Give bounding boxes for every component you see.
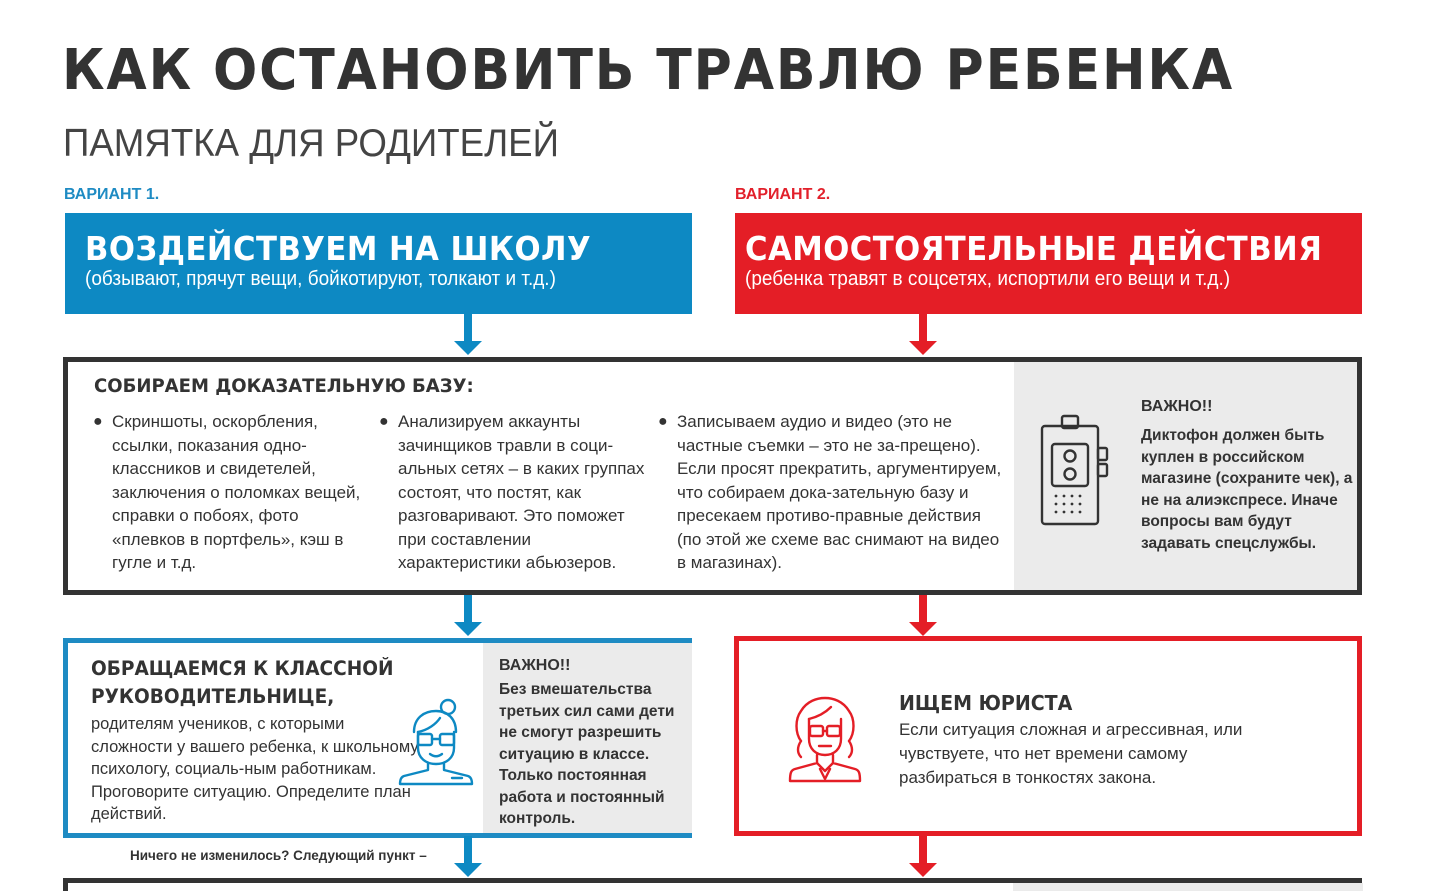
evidence-important-panel [1014,362,1357,590]
next-section-panel [1013,883,1363,891]
page-subtitle: ПАМЯТКА ДЛЯ РОДИТЕЛЕЙ [63,122,559,165]
variant-2-label: ВАРИАНТ 2. [735,186,831,203]
arrow-down-icon [453,836,483,878]
arrow-down-icon [908,836,938,878]
teacher-section [63,638,692,838]
important-text: Диктофон должен быть куплен в российском магазине (сохраните чек), а не на алиэкспресе. Иначе вопросы вам будут задавать спецслужбы. [1141,427,1353,552]
list-item [658,410,1007,575]
list-item [93,410,372,575]
evidence-bullet-1: Скриншоты, оскорбления, ссылки, показания одно-классников и свидетелей, заключения о поломках вещей, справки о побоях, фото «плевков в портфель», кэш в гугле и т.д. [112,412,361,572]
variant-1-label: ВАРИАНТ 1. [64,186,160,203]
arrow-down-icon [908,314,938,356]
variant-1-subtitle: (обзывают, прячут вещи, бойкотируют, толкают и т.д.) [85,268,556,290]
next-section [63,878,1362,891]
variant-2-subtitle: (ребенка травят в соцсетях, испортили его вещи и т.д.) [745,268,1231,290]
variant-1-banner [65,213,692,314]
arrow-down-icon [908,595,938,637]
list-item [379,410,648,575]
lawyer-section [734,636,1362,836]
evidence-section [63,357,1362,595]
teacher-text: родителям учеников, с которыми сложности у вашего ребенка, к школьному психологу, социаль-ным работникам. Проговорите ситуацию. Определите план действий. [91,715,419,824]
important-title: ВАЖНО!! [1141,398,1213,415]
evidence-title: СОБИРАЕМ ДОКАЗАТЕЛЬНУЮ БАЗУ: [94,375,474,397]
bullet-icon: ● [658,413,668,430]
evidence-bullet-2: Анализируем аккаунты зачинщиков травли в соци-альных сетях – в каких группах состоят, что постят, как разговаривают. Это поможет при составлении характеристики абьюзеров. [398,412,645,572]
teacher-icon [398,698,474,792]
voice-recorder-icon [1036,414,1112,532]
arrow-down-icon [453,314,483,356]
next-step-text: Ничего не изменилось? Следующий пункт – [130,848,427,863]
important-text: Без вмешательства третьих сил сами дети не смогут разрешить ситуацию в классе. Только постоянная работа и постоянный контроль. [499,681,675,827]
lawyer-icon [787,693,863,789]
lawyer-title: ИЩЕМ ЮРИСТА [899,691,1073,715]
bullet-icon: ● [93,413,103,430]
arrow-down-icon [453,595,483,637]
lawyer-text: Если ситуация сложная и агрессивная, или чувствуете, что нет времени самому разбираться в тонкостях закона. [899,720,1243,787]
teacher-title: ОБРАЩАЕМСЯ К КЛАССНОЙ РУКОВОДИТЕЛЬНИЦЕ, [91,657,394,708]
important-title: ВАЖНО!! [499,657,571,674]
bullet-icon: ● [379,413,389,430]
variant-1-title: ВОЗДЕЙСТВУЕМ НА ШКОЛУ [85,229,592,268]
evidence-bullet-3: Записываем аудио и видео (это не частные съемки – это не за-прещено). Если просят прекратить, аргументируем, что собираем дока-зательную базу и пресекаем противо-правные действия (по этой же схеме вас снимают на видео в магазинах). [677,412,1002,572]
teacher-important-panel [483,643,692,833]
page-title: КАК ОСТАНОВИТЬ ТРАВЛЮ РЕБЕНКА [62,38,1235,103]
variant-2-banner [735,213,1362,314]
variant-2-title: САМОСТОЯТЕЛЬНЫЕ ДЕЙСТВИЯ [745,229,1323,268]
